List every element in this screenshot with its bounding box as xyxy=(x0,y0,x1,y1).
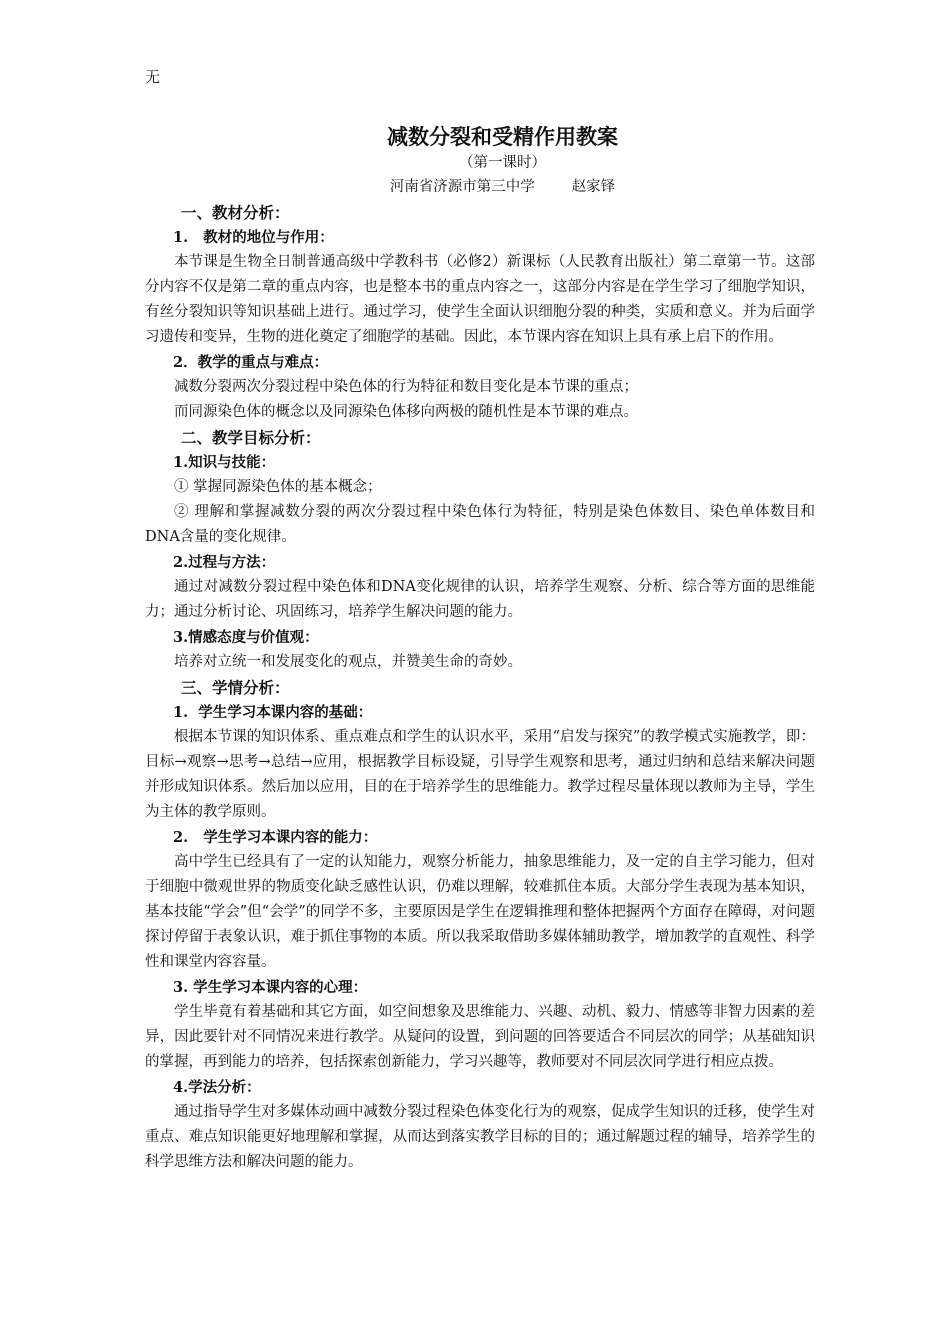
subheading-process-method: 2.过程与方法： xyxy=(173,554,276,571)
subheading-learning-method: 4.学法分析： xyxy=(173,1079,261,1096)
paragraph-student-foundation: 根据本节课的知识体系、重点难点和学生的认识水平，采用“启发与探究”的教学模式实施教学，即：目标→观察→思考→总结→应用，根据教学目标设疑，引导学生观察和思考，通过归纳和总结来解决问题并形成知识体系。然后加以应用，目的在于培养学生的思维能力。教学过程尽量体现以教师为主导，学生为主体的教学原则。 xyxy=(145,729,815,820)
section-heading-textbook-analysis: 一、教材分析： xyxy=(181,203,290,222)
subheading-student-ability: 2. 学生学习本课内容的能力： xyxy=(173,829,378,846)
difficult-point-line: 而同源染色体的概念以及同源染色体移向两极的随机性是本节课的难点。 xyxy=(174,404,638,420)
header-mark: 无 xyxy=(145,68,161,86)
key-point-line: 减数分裂两次分裂过程中染色体的行为特征和数目变化是本节课的重点； xyxy=(174,379,638,395)
paragraph-student-ability: 高中学生已经具有了一定的认知能力，观察分析能力，抽象思维能力，及一定的自主学习能力，但对于细胞中微观世界的物质变化缺乏感性认识，仍难以理解，较难抓住本质。大部分学生表现为基本知识，基本技能“学会”但“会学”的同学不多，主要原因是学生在逻辑推理和整体把握两个方面存在障碍，对问题探讨停留于表象认识，难于抓住事物的本质。所以我采取借助多媒体辅助教学，增加教学的直观性、科学性和课堂内容容量。 xyxy=(145,854,815,970)
subheading-status-role: 1. 教材的地位与作用： xyxy=(173,229,334,246)
paragraph-status-role: 本节课是生物全日制普通高级中学教科书（必修2）新课标（人民教育出版社）第二章第一节。这部分内容不仅是第二章的重点内容，也是整本书的重点内容之一，这部分内容是在学生学习了细胞学知识，有丝分裂知识等知识基础上进行。通过学习，使学生全面认识细胞分裂的种类，实质和意义。并为后面学习遗传和变异，生物的进化奠定了细胞学的基础。因此，本节课内容在知识上具有承上启下的作用。 xyxy=(145,254,815,345)
subheading-student-foundation: 1. 学生学习本课内容的基础： xyxy=(173,704,373,721)
section-heading-student-analysis: 三、学情分析： xyxy=(181,678,290,697)
attitude-values-line: 培养对立统一和发展变化的观点，并赞美生命的奇妙。 xyxy=(174,654,522,670)
document-title: 减数分裂和受精作用教案 xyxy=(387,124,618,149)
author-line: 河南省济源市第三中学 赵家铎 xyxy=(389,179,616,195)
goal-item-1: ① 掌握同源染色体的基本概念； xyxy=(174,479,382,495)
subheading-student-psychology: 3. 学生学习本课内容的心理： xyxy=(173,979,368,996)
paragraph-learning-method: 通过指导学生对多媒体动画中减数分裂过程染色体变化行为的观察，促成学生知识的迁移，使学生对重点、难点知识能更好地理解和掌握，从而达到落实教学目标的目的；通过解题过程的辅导，培养学生的科学思维方法和解决问题的能力。 xyxy=(145,1104,815,1170)
section-heading-teaching-goals: 二、教学目标分析： xyxy=(181,428,321,447)
goal-item-2: ② 理解和掌握减数分裂的两次分裂过程中染色体行为特征，特别是染色体数目、染色单体数目和DNA含量的变化规律。 xyxy=(145,504,815,545)
subheading-attitude-values: 3.情感态度与价值观： xyxy=(173,629,319,646)
subheading-key-difficult-points: 2．教学的重点与难点： xyxy=(173,354,329,371)
subheading-knowledge-skills: 1.知识与技能： xyxy=(173,454,276,471)
paragraph-student-psychology: 学生毕竟有着基础和其它方面，如空间想象及思维能力、兴趣、动机、毅力、情感等非智力因素的差异，因此要针对不同情况来进行教学。从疑问的设置，到问题的回答要适合不同层次的同学；从基础知识的掌握，再到能力的培养，包括探索创新能力，学习兴趣等，教师要对不同层次同学进行相应点拨。 xyxy=(145,1004,815,1070)
document-subtitle: （第一课时） xyxy=(459,155,546,171)
paragraph-process-method: 通过对减数分裂过程中染色体和DNA变化规律的认识，培养学生观察、分析、综合等方面的思维能力；通过分析讨论、巩固练习，培养学生解决问题的能力。 xyxy=(145,579,815,620)
document-body xyxy=(145,122,815,1175)
